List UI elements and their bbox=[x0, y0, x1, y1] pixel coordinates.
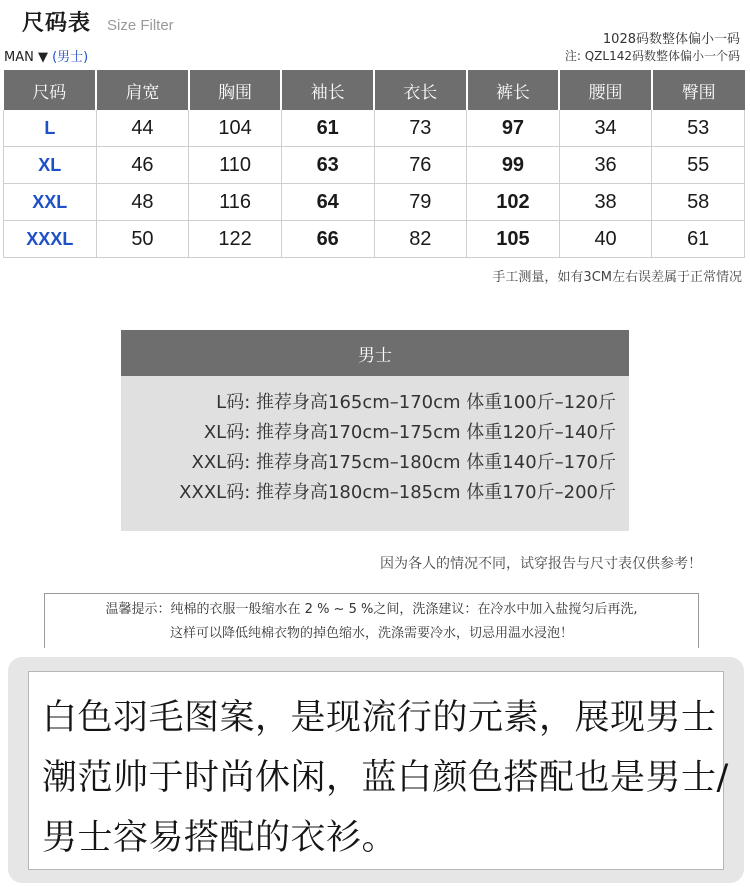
table-cell: 63 bbox=[281, 147, 374, 184]
size-cell: XXL bbox=[4, 184, 97, 221]
table-cell: 82 bbox=[374, 221, 467, 258]
column-header: 肩宽 bbox=[96, 70, 189, 110]
description-line-2: 潮范帅于时尚休闲，蓝白颜色搭配也是男士/ bbox=[42, 758, 729, 798]
table-cell: 66 bbox=[281, 221, 374, 258]
size-cell: XL bbox=[4, 147, 97, 184]
table-cell: 105 bbox=[467, 221, 560, 258]
size-note-line-2: 注: QZL142码数整体偏小一个码 bbox=[564, 49, 740, 63]
care-tips-line-1: 温馨提示：纯棉的衣服一般缩水在 2 % ~ 5 %之间，洗涤建议：在冷水中加入盐搅匀后再洗, bbox=[105, 602, 638, 617]
table-cell: 97 bbox=[467, 110, 560, 147]
column-header: 尺码 bbox=[4, 70, 97, 110]
column-header: 袖长 bbox=[281, 70, 374, 110]
table-cell: 44 bbox=[96, 110, 189, 147]
recommendation-header: 男士 bbox=[121, 330, 629, 376]
size-cell: XXXL bbox=[4, 221, 97, 258]
table-cell: 53 bbox=[652, 110, 745, 147]
table-cell: 40 bbox=[559, 221, 652, 258]
table-cell: 48 bbox=[96, 184, 189, 221]
table-row bbox=[4, 221, 745, 258]
size-note bbox=[565, 31, 740, 65]
table-cell: 76 bbox=[374, 147, 467, 184]
page-subtitle: Size Filter bbox=[107, 17, 174, 34]
table-cell: 73 bbox=[374, 110, 467, 147]
table-cell: 38 bbox=[559, 184, 652, 221]
size-chart-table bbox=[3, 70, 745, 258]
table-cell: 55 bbox=[652, 147, 745, 184]
recommendation-line: XXL码: 推荐身高175cm–180cm 体重140斤–170斤 bbox=[191, 452, 616, 473]
column-header: 衣长 bbox=[374, 70, 467, 110]
column-header: 臀围 bbox=[652, 70, 745, 110]
table-row bbox=[4, 147, 745, 184]
table-cell: 99 bbox=[467, 147, 560, 184]
description-frame bbox=[28, 671, 729, 870]
gender-filter[interactable] bbox=[4, 46, 88, 65]
table-cell: 61 bbox=[652, 221, 745, 258]
care-tips bbox=[44, 593, 699, 648]
measurement-note: 手工测量，如有3CM左右误差属于正常情况 bbox=[492, 270, 742, 285]
size-note-line-1: 1028码数整体偏小一码 bbox=[602, 32, 740, 47]
table-row bbox=[4, 110, 745, 147]
table-cell: 58 bbox=[652, 184, 745, 221]
page-title: 尺码表 bbox=[22, 11, 92, 36]
table-cell: 50 bbox=[96, 221, 189, 258]
size-cell: L bbox=[4, 110, 97, 147]
recommendation-line: XXXL码: 推荐身高180cm–185cm 体重170斤–200斤 bbox=[179, 482, 616, 503]
table-cell: 64 bbox=[281, 184, 374, 221]
care-tips-line-2: 这样可以降低纯棉衣物的掉色缩水，洗涤需要冷水，切忌用温水浸泡！ bbox=[169, 626, 573, 641]
recommendation-line: XL码: 推荐身高170cm–175cm 体重120斤–140斤 bbox=[203, 422, 616, 443]
description-line-1: 白色羽毛图案，是现流行的元素，展现男士 bbox=[42, 698, 717, 738]
table-row bbox=[4, 184, 745, 221]
table-cell: 104 bbox=[189, 110, 282, 147]
recommendation-list bbox=[121, 376, 629, 508]
column-header: 胸围 bbox=[189, 70, 282, 110]
column-header: 裤长 bbox=[467, 70, 560, 110]
gender-filter-value: (男士) bbox=[52, 50, 89, 65]
table-cell: 34 bbox=[559, 110, 652, 147]
description-line-3: 男士容易搭配的衣衫。 bbox=[42, 818, 398, 858]
table-cell: 110 bbox=[189, 147, 282, 184]
table-cell: 61 bbox=[281, 110, 374, 147]
table-cell: 116 bbox=[189, 184, 282, 221]
table-cell: 36 bbox=[559, 147, 652, 184]
table-cell: 102 bbox=[467, 184, 560, 221]
reference-note: 因为各人的情况不同，试穿报告与尺寸表仅供参考！ bbox=[380, 556, 702, 572]
recommendation-panel bbox=[121, 330, 629, 531]
table-cell: 79 bbox=[374, 184, 467, 221]
recommendation-line: L码: 推荐身高165cm–170cm 体重100斤–120斤 bbox=[216, 392, 616, 413]
description-panel bbox=[8, 657, 744, 883]
column-header: 腰围 bbox=[559, 70, 652, 110]
table-cell: 46 bbox=[96, 147, 189, 184]
gender-filter-label: MAN ▼ bbox=[4, 50, 48, 65]
table-header-row bbox=[4, 70, 745, 110]
table-cell: 122 bbox=[189, 221, 282, 258]
